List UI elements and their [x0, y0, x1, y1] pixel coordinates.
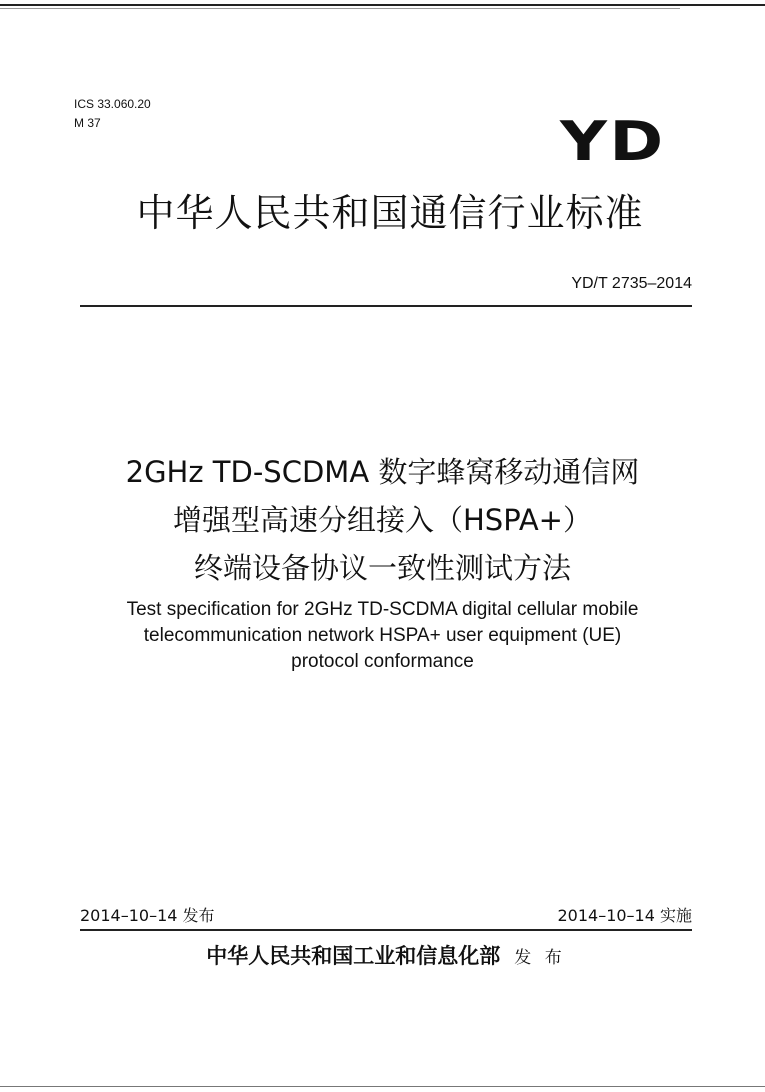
implement-date: 2014–10–14 实施 — [557, 906, 692, 925]
footer-divider — [80, 929, 692, 931]
top-border-thin-rule — [0, 8, 680, 9]
standard-title: 中华人民共和国通信行业标准 — [136, 191, 644, 235]
publisher — [80, 942, 692, 972]
document-title-en — [60, 597, 705, 675]
publisher-action: 发 布 — [514, 948, 566, 968]
issue-date: 2014–10–14 发布 — [80, 906, 215, 925]
top-border-rule — [0, 4, 765, 6]
publisher-name: 中华人民共和国工业和信息化部 — [206, 943, 501, 968]
title-cn-line: 终端设备协议一致性测试方法 — [193, 551, 571, 585]
classification-code: M 37 — [74, 116, 101, 130]
ics-code: ICS 33.060.20 — [74, 97, 151, 111]
title-en-line: Test specification for 2GHz TD-SCDMA digital cellular mobile — [126, 599, 639, 620]
bottom-border-rule — [0, 1086, 765, 1087]
yd-logo: YD — [560, 110, 666, 173]
title-cn-line: 增强型高速分组接入（HSPA+） — [173, 503, 592, 537]
header-divider — [80, 305, 692, 307]
title-en-line: telecommunication network HSPA+ user equipment (UE) — [143, 625, 622, 646]
standard-number: YD/T 2735–2014 — [571, 275, 692, 292]
document-title-cn — [40, 448, 725, 592]
title-en-line: protocol conformance — [291, 651, 474, 672]
title-cn-line: 2GHz TD-SCDMA 数字蜂窝移动通信网 — [125, 455, 640, 489]
